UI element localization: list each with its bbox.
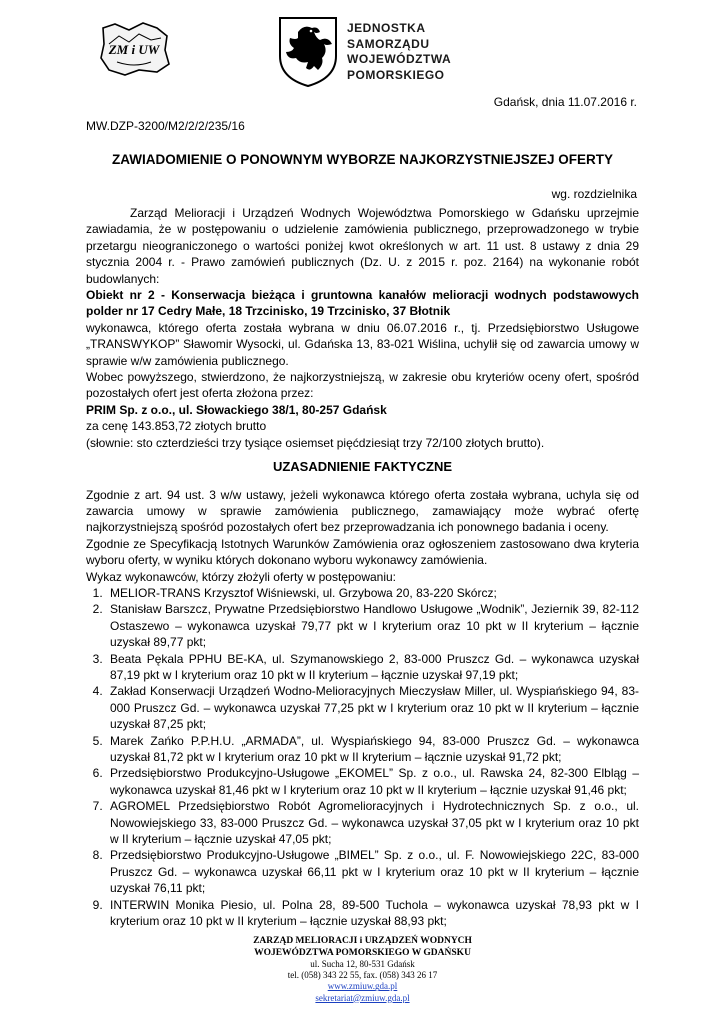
griffin-crest-icon <box>278 16 338 88</box>
footer-email-link[interactable]: sekretariat@zmiuw.gda.pl <box>315 992 410 1003</box>
footer-address: ul. Sucha 12, 80-531 Gdańsk <box>310 959 415 969</box>
footer-website-link[interactable]: www.zmiuw.gda.pl <box>327 981 398 992</box>
document-title: ZAWIADOMIENIE O PONOWNYM WYBORZE NAJKORZYSTNIEJSZEJ OFERTY <box>111 152 614 167</box>
footer-org-line: WOJEWÓDZTWA POMORSKIEGO W GDAŃSKU <box>254 947 471 958</box>
list-item: 3. Beata Pękala PPHU BE-KA, ul. Szymanowskiego 2, 83-000 Pruszcz Gd. – wykonawca uzyskał 87,19 pkt w I kryterium oraz 10 pkt w II kryterium – łącznie uzyskał 97,19 pkt; <box>106 651 639 684</box>
section-title: UZASADNIENIE FAKTYCZNE <box>272 459 453 475</box>
intro-paragraph: Zarząd Melioracji i Urządzeń Wodnych Województwa Pomorskiego w Gdańsku uprzejmie zawiadamia, że w postępowaniu o udzielenie zamówienia publicznego, przeprowadzonego w trybie przetargu nieograniczonego o wartości poniżej kwot określonych w art. 11 ust. 8 ustawy z dnia 29 stycznia 2004 r. - Prawo zamówień publicznych (Dz. U. z 2015 r. poz. 2164) na wykonanie robót budowlanych: <box>86 206 639 286</box>
org-name-line: POMORSKIEGO <box>347 67 445 82</box>
list-item: 7. AGROMEL Przedsiębiorstwo Robót Agromelioracyjnych i Hydrotechnicznych Sp. z o.o., ul. Nowowiejskiego 33, 83-000 Pruszcz Gd. – wykonawca uzyskał 37,05 pkt w I kryterium oraz 10 pkt w II kryterium – łącznie uzyskał 47,05 pkt; <box>106 798 639 847</box>
org-name-block <box>347 21 451 83</box>
page-footer <box>0 936 725 1004</box>
org-name-line: SAMORZĄDU <box>347 36 430 51</box>
price-line: za cenę 143.853,72 złotych brutto <box>86 419 267 434</box>
offers-list <box>86 585 639 930</box>
object-title: Obiekt nr 2 - Konserwacja bieżąca i gruntowna kanałów melioracji wodnych podstawowych polder nr 17 Cedry Małe, 18 Trzcinisko, 19 Trzcinisko, 37 Błotnik <box>86 288 639 319</box>
list-item: 5. Marek Zańko P.P.H.U. „ARMADA”, ul. Wyspiańskiego 94, 83-000 Pruszcz Gd. – wykonawca uzyskał 81,72 pkt w I kryterium oraz 10 pkt w II kryterium – łącznie uzyskał 91,72 pkt; <box>106 733 639 766</box>
list-item: 9. INTERWIN Monika Piesio, ul. Polna 28, 89-500 Tuchola – wykonawca uzyskał 78,93 pkt w I kryterium oraz 10 pkt w II kryterium – łącznie uzyskał 88,93 pkt; <box>106 897 639 930</box>
list-item: 6. Przedsiębiorstwo Produkcyjno-Usługowe „EKOMEL” Sp. z o.o., ul. Rawska 24, 82-300 Elbląg – wykonawca uzyskał 81,46 pkt w I kryterium oraz 10 pkt w II kryterium – łącznie uzyskał 91,46 pkt; <box>106 765 639 798</box>
distribution-note: wg. rozdzielnika <box>551 187 637 201</box>
org-name-line: WOJEWÓDZTWA <box>347 52 452 66</box>
footer-phone: tel. (058) 343 22 55, fax. (058) 343 26 17 <box>287 970 438 981</box>
list-item: 8. Przedsiębiorstwo Produkcyjno-Usługowe „BIMEL” Sp. z o.o., ul. F. Nowowiejskiego 22C, 83-000 Pruszcz Gd. – wykonawca uzyskał 66,11 pkt w I kryterium oraz 10 pkt w II kryterium – łącznie uzyskał 76,11 pkt; <box>106 847 639 896</box>
footer-org-line: ZARZĄD MELIORACJI i URZĄDZEŃ WODNYCH <box>253 936 472 946</box>
org-name-line: JEDNOSTKA <box>347 21 426 35</box>
price-words: (słownie: sto czterdzieści trzy tysiące osiemset pięćdziesiąt trzy 72/100 złotych brutto). <box>86 435 545 450</box>
conclusion-paragraph: Wobec powyższego, stwierdzono, że najkorzystniejszą, w zakresie obu kryteriów oceny ofert, spośród pozostałych ofert jest oferta złożona przez: <box>86 370 639 401</box>
winner-name: PRIM Sp. z o.o., ul. Słowackiego 38/1, 80-257 Gdańsk <box>86 402 387 417</box>
reference-number: MW.DZP-3200/M2/2/2/235/16 <box>86 119 245 133</box>
list-item: 4. Zakład Konserwacji Urządzeń Wodno-Melioracyjnych Mieczysław Miller, ul. Wyspiańskiego 94, 83-000 Pruszcz Gd. – wykonawca uzyskał 77,25 pkt w I kryterium oraz 10 pkt w II kryterium – łącznie uzyskał 87,25 pkt; <box>106 683 639 732</box>
list-intro: Wykaz wykonawców, którzy złożyli oferty w postępowaniu: <box>86 569 397 584</box>
withdrawal-paragraph: wykonawca, którego oferta została wybrana w dniu 06.07.2016 r., tj. Przedsiębiorstwo Usługowe „TRANSWYKOP” Sławomir Wysocki, ul. Gdańska 13, 83-021 Wiślina, uchylił się od zawarcia umowy w sprawie w/w zamówienia publicznego. <box>86 320 639 368</box>
document-date: Gdańsk, dnia 11.07.2016 r. <box>493 95 637 109</box>
justification-paragraph: Zgodnie z art. 94 ust. 3 w/w ustawy, jeżeli wykonawca którego oferta została wybrana, uchyla się od zawarcia umowy w sprawie zamówienia publicznego, zamawiający może wybrać ofertę najkorzystniejszą spośród pozostałych ofert bez przeprowadzania ich ponownego badania i oceny. <box>86 487 639 535</box>
logo-lettering: ZM i UW <box>108 42 160 57</box>
zmiuw-logo-icon <box>95 20 173 78</box>
document-body <box>86 205 639 929</box>
justification-paragraph: Zgodnie ze Specyfikacją Istotnych Warunków Zamówienia oraz ogłoszeniem zastosowano dwa kryteria wyboru oferty, w wyniku których dokonano wyboru wykonawcy zamówienia. <box>86 536 639 568</box>
list-item: 1. MELIOR-TRANS Krzysztof Wiśniewski, ul. Grzybowa 20, 83-220 Skórcz; <box>106 585 639 601</box>
list-item: 2. Stanisław Barszcz, Prywatne Przedsiębiorstwo Handlowo Usługowe „Wodnik”, Jeziernik 39, 82-112 Ostaszewo – wykonawca uzyskał 79,77 pkt w I kryterium oraz 10 pkt w II kryterium – łącznie uzyskał 89,77 pkt; <box>106 601 639 650</box>
